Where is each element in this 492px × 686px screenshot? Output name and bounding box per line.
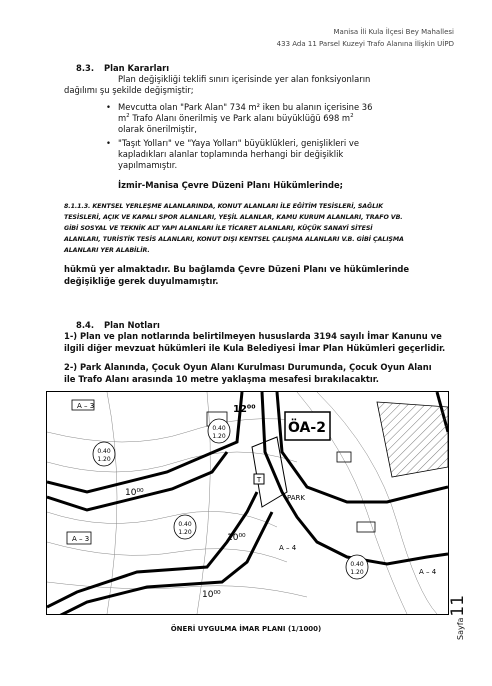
svg-text:1.20: 1.20 (212, 433, 226, 440)
note2-line2: ile Trafo Alanı arasında 10 metre yaklaşma mesafesi bırakılacaktır. (64, 374, 379, 384)
road-width-10-a: 10⁰⁰ (125, 488, 144, 498)
para1-line2: dağılımı şu şekilde değişmiştir; (64, 85, 194, 95)
bullet-1 (106, 102, 373, 135)
a4-right-label: A – 4 (419, 568, 437, 576)
zoning-plan-drawing (47, 392, 448, 614)
page-number (448, 594, 468, 640)
italic-line2: TESİSLERİ, AÇIK VE KAPALI SPOR ALANLARI, YEŞİL ALANLAR, KAMU KURUM ALANLARI, TRAFO VB. (64, 214, 403, 221)
svg-text:0.40: 0.40 (97, 448, 111, 455)
note2-line1: 2-) Park Alanında, Çocuk Oyun Alanı Kurulması Durumunda, Çocuk Oyun Alanı (64, 362, 432, 372)
section-83-number: 8.3. (76, 63, 95, 73)
svg-text:1.20: 1.20 (97, 456, 111, 463)
bullet-2 (106, 138, 359, 171)
oa2-label: ÖA-2 (288, 420, 326, 436)
italic-line1: 8.1.1.3. KENTSEL YERLEŞME ALANLARINDA, KONUT ALANLARI İLE EĞİTİM TESİSLERİ, SAĞLIK (64, 203, 384, 210)
izmir-heading: İzmir-Manisa Çevre Düzeni Planı Hükümlerinde; (118, 180, 343, 190)
road-width-10-b: 10⁰⁰ (227, 533, 246, 543)
after-line2: değişikliğe gerek duyulmamıştır. (64, 276, 219, 286)
trafo-label: T (256, 476, 262, 484)
bullet-dot: • (106, 102, 111, 112)
after-line1: hükmü yer almaktadır. Bu bağlamda Çevre Düzeni Planı ve hükümlerinde (64, 264, 410, 274)
bullet-dot: • (106, 138, 111, 148)
bullet2-line1: "Taşıt Yolları" ve "Yaya Yolları" büyüklükleri, genişlikleri ve (118, 138, 359, 148)
a3-left-label: A – 3 (72, 535, 90, 543)
bullet1-line2: $m^2$ Trafo Alanı önerilmiş ve Park alanı büyüklüğü 698 $m^2$ (118, 113, 354, 123)
note1-line2: ilgili diğer mevzuat hükümleri ile Kula Belediyesi İmar Plan Hükümleri geçerlidir. (64, 343, 446, 353)
note1-line1: 1-) Plan ve plan notlarında belirtilmeyen hususlarda 3194 sayılı İmar Kanunu ve (64, 331, 442, 341)
section-84-title: Plan Notları (104, 320, 160, 330)
page-number-value: 11 (448, 594, 468, 617)
page-label: Sayfa (456, 617, 465, 640)
italic-line5: ALANLARI YER ALABİLİR. (64, 247, 150, 254)
road-width-12: 12⁰⁰ (233, 404, 256, 415)
svg-text:0.40: 0.40 (178, 521, 192, 528)
park-label: PARK (287, 494, 306, 502)
para1-line1: Plan değişikliği teklifi sınırı içerisinde yer alan fonksiyonların (118, 74, 371, 84)
hatched-building-block (377, 402, 448, 477)
a3-top-label: A – 3 (77, 402, 95, 410)
italic-line3: GİBİ SOSYAL VE TEKNİK ALT YAPI ALANLARI İLE TİCARET ALANLARI, KÜÇÜK SANAYİ SİTESİ (64, 225, 373, 232)
svg-text:0.40: 0.40 (212, 425, 226, 432)
bullet2-line2: kapladıkları alanlar toplamında herhangi bir değişiklik (118, 149, 344, 159)
header-line-1: Manisa İli Kula İlçesi Bey Mahallesi (333, 28, 454, 36)
bullet1-line1: Mevcutta olan "Park Alan" 734 m² iken bu alanın içerisine 36 (118, 102, 373, 112)
bullet2-line3: yapılmamıştır. (118, 160, 178, 170)
map-caption: ÖNERİ UYGULMA İMAR PLANI (1/1000) (170, 625, 322, 633)
section-84-number: 8.4. (76, 320, 95, 330)
bullet1-line3: olarak önerilmiştir, (118, 124, 197, 134)
italic-line4: ALANLARI, TURİSTİK TESİS ALANLARI, KONUT DIŞI KENTSEL ÇALIŞMA ALANLARI V.B. GİBİ ÇALIŞMA (64, 236, 404, 243)
zoning-plan-map (46, 391, 449, 615)
a4-mid-label: A – 4 (279, 544, 297, 552)
svg-text:0.40: 0.40 (350, 561, 364, 568)
road-width-10-c: 10⁰⁰ (202, 590, 221, 600)
header-line-2: 433 Ada 11 Parsel Kuzeyi Trafo Alanına İlişkin UİPD (276, 40, 454, 48)
svg-text:1.20: 1.20 (350, 569, 364, 576)
section-83-title: Plan Kararları (104, 63, 170, 73)
svg-text:1.20: 1.20 (178, 529, 192, 536)
